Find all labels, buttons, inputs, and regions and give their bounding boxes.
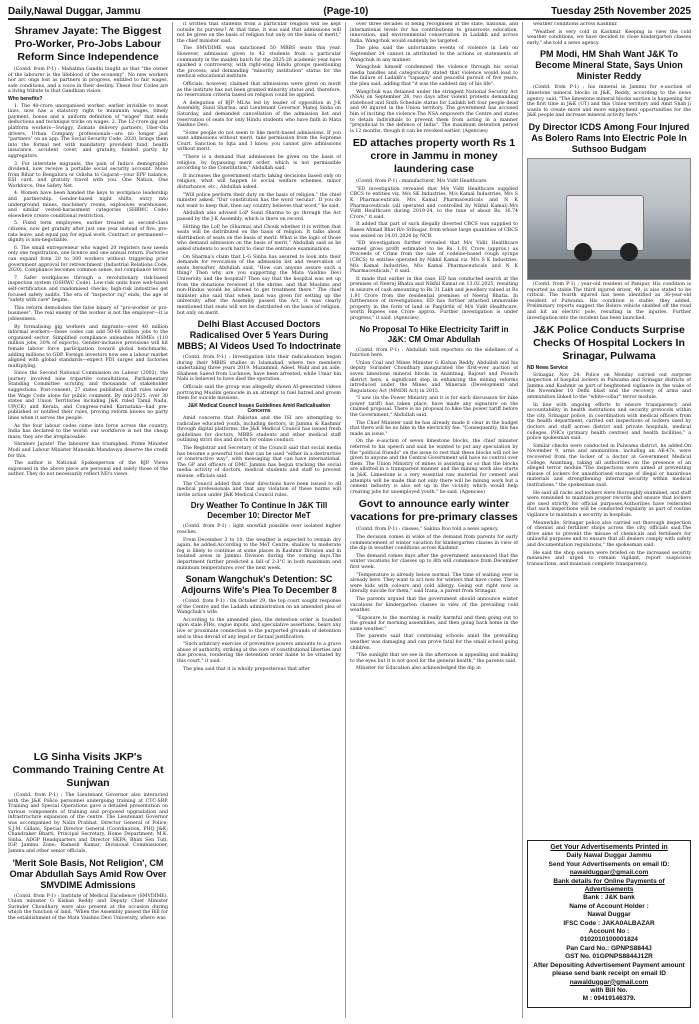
ad-line: with Bill No. <box>590 986 628 994</box>
article-paragraph: A delegation of BJP MLAs led by leader of opposition in J-K Assembly, Sunil Sharma, and Lieutenant Governor Manoj Sinha on Saturday, and demanded cancellation of the admission list and reservation of seats for only Hindu students who have faith in Mata Vaishno Devi. <box>177 100 341 129</box>
advertisement-box <box>527 840 691 1008</box>
headline-pm-modi-mineral: PM Modi, HM Shah Want J&K To Become Mineral State, Says Union Minister Reddy <box>535 49 683 82</box>
article-paragraph: He said all racks and lockers were thoroughly examined, and staff were reminded to maintain proper records and ensure that lockers are used strictly for official purposes.Authorities have reiterated that such inspections will be conducted regularly as part of routine vigilance to maintain a security in hospitals. <box>527 490 691 518</box>
article-paragraph: On the e-auction of seven limestone blocks, the chief minister referred to his speech and said he wanted to put any speculation by the "political friends" on the issue to rest that these blocks will not be given to anyone and the Central Government will have no control over them. The Union Ministry of mines is assisting us so that the blocks are allotted in a transparent manner and the mining work also starts in J&K. Limestone is a very essential raw material for cement and attempts will be made that not only there will be mining work but a cement industry is also set up in the vicinity which would help creating jobs for unemployed youth," he said. (Agencies) <box>350 439 518 495</box>
column-1 <box>8 22 168 742</box>
subheading: Who benefits? <box>8 95 43 102</box>
article-paragraph: The demand comes days after the government announced that the winter vacations for classes up to 8th will commence from December first week. <box>350 553 518 570</box>
headline-dy-director-icds: Dy Director ICDS Among Four Injured As Bolero Rams Into Electric Pole In Suthsoo Budgam <box>528 121 690 154</box>
headline-dry-weather: Dry Weather To Continue In J&K Till December 10: Director MeT <box>190 501 328 521</box>
article-paragraph: (Contd. from P-1) : Mahatma Gandhi taught us that "the owner of the labourer is the lifeblood of the economy". No new workers nor arc ongs lost as partners in progress, entitled to fair wages, safe conditions, and a voice in their destiny. These four Codes are a living tribute to that Gandhian vision. <box>8 67 168 95</box>
article-paragraph: Similar checks were conducted in Pulwama district, he added.On November 9, arms and ammunition, including an AK-47s, were recovered from the locker of a doctor at Government Medical College, Anantnag, taking all authorities on the presence of an alleged terror module."The inspections were aimed at preventing misuse of lockers for unauthorised storage of illegal or hazardous materials and strengthening internal security within medical institutions," the spokesman said. <box>527 443 691 488</box>
ad-line: Daily Nawal Duggar Jammu <box>566 852 652 860</box>
vehicle-shape <box>566 195 644 251</box>
article-paragraph: (Contd. from P-1) : his mineral in Jammu for e-auction of limestone mineral blocks in J&K, Reddy, according to the news agency, said, "The limestone mineral blocks auction is happening for the first time in J&K (UT) and this Union territory and Amit Shah ji wants to create more and more employment opportunities for the J&K people and increase mineral activity here." <box>527 85 691 119</box>
masthead-left: Daily,Nawal Duggar, Jammu <box>8 5 141 17</box>
column-1-lower <box>8 748 168 1018</box>
ad-phone: M : 09419146379. <box>582 995 636 1003</box>
article-paragraph: Srinagar, Nov 24: Police on Monday carried out surprise inspection of hospital lockers in Pulwama and Srinagar districts of Jammu and Kashmir as part of heightened vigilance in the wake of the November 10 Delhi blast and the recovery of arms and ammunition linked to the "white-collar" terror module. <box>527 372 691 401</box>
masthead-date: Tuesday 25th November 2025 <box>551 5 691 17</box>
article-paragraph: (Contd. from P-1) : manufacturer, M/s Vidit Healthcare. <box>356 179 488 185</box>
article-paragraph: The parents argued that the government should announce winter vacations for kindergarten classes in view of the prevailing cold weather. <box>350 596 518 614</box>
accident-photo <box>527 158 691 280</box>
article-paragraph: "ED investigation revealed that M/s Vidit Healthcare supplied CBCS to entities viz. M/s SK Industries, M/s Kamal Industries, M/s S K Pharmaceuticals, M/s Kamal Pharmaceuticals and N K Pharmaceuticals (all operated and controlled by Nikhil Kamal).M/s Vidit Healthcare during 2019-24, to the tune of about Rs. 16.74 Crore," it said. <box>350 186 518 220</box>
article-paragraph: it written that students from a particular religion will be kept outside its purview? At that time, it was said that admissions will not be given on the basis of religion but only on the basis of merit," the chief minister said. <box>177 22 341 44</box>
article-paragraph: It made that earlier in this case, ED has conducted search at the premises of Neeraj Bhatia and Nikhil Kamal on 13.02.2025, resulting in seizure of cash amounting to Rs 31 Lakh and jewellery valued at Rs 1.91 Crore from the residential premises of Neeraj Bhatia. In furtherance of investigations, ED has further attached immovable property in the form of land in Panjtirthi of M/s Vidit Healthcare, worth Rupees one Crore approx. Further investigation is under progress," it said. (Agencies) <box>350 276 518 321</box>
headline-lg-sinha: LG Sinha Visits JKP's Commando Training Centre At Sunjwan <box>12 751 164 789</box>
article-paragraph: The plea said that it is wholly preposterous that after <box>183 666 310 672</box>
article-paragraph: Union Coal and Mines Minister G Kishan Reddy, Abdullah and his deputy Surinder Choudhary inaugurated the first-ever auction of seven limestone mineral blocks in Anantnag, Rajouri and Poonch district here, a significant step in enhancing the mining reforms introduced under the Mines and Minerals (Development and Regulation) Act (MMDR Act) in 2015. <box>350 360 518 394</box>
article-paragraph: "Such arbitrary exercise of preventive powers amounts to a grave abuse of authority, striking at the core of constitutional liberties and due process, rendering the detention order liable to be vitiated by this court," it said. <box>177 642 341 665</box>
article-paragraph: The Chief Minister said he has already made it clear in the budget that there will be no hike in the electricity fee. "Consequently, this has made an issue." <box>350 420 518 437</box>
ad-email: nawalduggar@gmail.com <box>569 978 649 986</box>
article-paragraph: over three decades of being recognised at the state, national, and international levels for his contributions to grassroots education, innovation, and environmental conservation in Ladakh and across India, Wangchuk would suddenly be targeted. <box>350 22 518 44</box>
article-paragraph: The decision comes in wake of the demand from parents for early commencement of winter vacation for kindergarten classes in view of the dip in weather conditions across Kashmir. <box>350 534 518 552</box>
article-paragraph: (Contd. from P-1) : On October 29, the top court sought response of the Centre and the Ladakh administration on an amended plea of Wangchuk's wife. <box>177 599 341 616</box>
advert-area <box>527 836 691 1020</box>
article-paragraph: The plea said the unfortunate events of violence in Leh on September 24 cannot in attributed to the actions or statements of Wangchuk in any manner. <box>350 46 518 63</box>
article-paragraph: On Sharma's claim that L-G Sinha has assured to look into their demands for revocation of the admission list and reservation of seats hereafter, Abdullah said, "How can anyone assure such a thing? Then why are you supporting the Mata Vaishno Devi University and the hospital? Then say that the hospital was set up from the donations received at the shrine, and that Muslims and non-Hindus would be allowed to get treatment there." The chief minister also said that when land was given for setting up the university after the Assembly passed the Act, it was clearly mentioned that seats will not be distributed on the basis of religion, but only on merit. <box>177 254 341 316</box>
headline-merit-sole-basis: 'Merit Sole Basis, Not Religion', CM Omar Abdullah Says Amid Row Over SMVDIME Admissions <box>9 857 167 890</box>
article-paragraph: 5. Fixed term employees, earlier treated as second-class citizens, now get gratuity after just one year instead of five, pro-rata leave, and equal pay for equal work. Contract or permanent—dignity is non-negotiable. <box>8 221 168 244</box>
article-paragraph: (Contd. from P-1) : classes," Sakina Itoo told a news agency. <box>356 527 499 533</box>
headline-police-lockers: J&K Police Conducts Surprise Checks Of Hospital Lockers In Srinagar, Pulwama <box>533 324 685 363</box>
ad-line: Bank details for Online Payments of Advertisements <box>553 877 665 894</box>
article-paragraph: The parents said that continuing schools amid the prevailing weather was damaging and can prove fatal for the small school going children. <box>350 634 518 651</box>
byline: ND News Service <box>527 365 568 372</box>
article-paragraph: (Contd. from P-1) : light snowfall possible over isolated higher reaches. <box>177 524 341 535</box>
article-paragraph: "There is a demand that admissions be given on the basis of religion, by bypassing merit order, which is not permissible according to the Constitution," Abdullah said. <box>177 155 341 172</box>
ad-line: GST No. 01GPNPS8844J1ZR <box>565 953 653 961</box>
article-paragraph: It added that part of such illegally diverted CBCS was supplied to Raees Ahmad Bhat R/o Srinagar, from whose large quantities of CBCS was seized on 14.01.2024 by NCB. <box>350 222 518 239</box>
article-paragraph: Meanwhile, Srinagar police also carried out thorough inspection of chemist and fertiliser shops across the city, officials said.The drive aims to prevent the misuse of chemicals and fertilisers for unlawful purposes and to ensure that all dealers comply with safety and documentation regulations," the spokesman said. <box>527 520 691 548</box>
article-paragraph: Officials, however, claimed that admissions were given on merit as the institute has not been granted minority status and, therefore, no reservation criteria based on religion could be applied. <box>177 81 341 99</box>
article-paragraph: Wangchuk was detained under the stringent National Security Act (NSA) on September 26, two days after violent protests demanding statehood and Sixth Schedule status for Ladakh left four people dead and 90 injured in the Union territory. The government has accused him of inciting the violence.The NSA empowers the Centre and states to detain individuals to prevent them from acting in a manner "prejudicial to the defence of India". The maximum detention period is 12 months, though it can be revoked earlier. (Agencies) <box>350 89 518 134</box>
article-paragraph: "Weather is very cold in Kashmir. Keeping in view the cold weather conditions, we have decided to close kindergarten classes early," she told a news agency. <box>527 29 691 46</box>
article-paragraph: 4. Women have been handed the keys to workplace leadership and partnership. Gender-based night shifts, entry into underground mines, machinery rooms, explosives warehouses, and similar vested-harassment categories (SHRWC Code) elsewhere create conditional restriction. <box>8 191 168 219</box>
headline-no-proposal-tariff: No Proposal To Hike Electricity Tariff in J&K: CM Omar Abdullah <box>359 324 509 344</box>
article-paragraph: "ED investigation further revealed that M/s Vidit Healthcare earned gross profit estimated to be Rs. 1.01 Crore (approx.) as Proceeds of Crime from the sale of codeine-based cough syrups (CBCS) to entities operated by Nikhil Kamal viz. M/s S K Industries, M/s Kamal Industries, M/s Kamal Pharmaceuticals and N K Pharmaceuticals," it said. <box>350 241 518 275</box>
article-paragraph: 7. Safer workplaces through a revolutionary risk-based inspection system (OSHWC Code). Low-risk units have web-based self-certification and randomised checks; high-risk industries get focused safety audits. The era of "inspector raj" ends; the age of "safety with care" begins. <box>8 275 168 304</box>
article-paragraph: 3. For interstate migrants, the pain of India's demographic dividend, now receive a portable social security account. Move from Bihar to Bengaluru or Odisha to Gujarat—your EPF balance, ESI card, and gratuity travel with you. One Nation, One Workforce, One Safety Net. <box>8 161 168 189</box>
article-paragraph: Wangchuk himself condemned the violence through his social media handles and categorically stated that violence would lead to the failure of Ladakh's "tapasya" and peaceful pursuit of five years, the plea said, adding that "it was the saddest day of his life". <box>350 65 518 87</box>
article-paragraph: weather conditions across Kashmir. <box>533 22 618 27</box>
article-paragraph: He said the shop owners were briefed on the increased security measures and urged to remain vigilant, report suspicious transactions, and maintain complete transparency. <box>527 550 691 567</box>
article-paragraph: (Contd. from P-1) : Abdullah told reporters on the sidelines of a function here. <box>350 347 518 359</box>
article-paragraph: Shramev Jayate! The labourer has triumphed. Prime Minister Modi and Labour Minister Mansukh Mandaviya deserve the credit for this. <box>8 442 168 459</box>
article-paragraph: "Some people do not seem to like merit-based admissions. If you want admissions without merit, take permission from the Supreme Court. Sanction to Iqta and I know, you cannot give admissions without merit. <box>177 130 341 153</box>
wheel-shape <box>620 243 638 261</box>
article-paragraph: The Registrar and Secretary of the Council said that social media has become a powerful tool that can be used "either in a destructive or constructive way", with messaging that can have international. The GP and officers of DMC Jammu has begun tracking the social media activity of doctors, medical students and staff to prevent misuse, officials said. <box>177 446 341 479</box>
article-paragraph: From December 3 to 10, the weather is expected to remain dry again, he added.According to the MeT Centre, shallow to moderate fog is likely to continue at some places in Kashmir Division and in isolated areas in Jammu Division during the coming days.The department further predicted a fall of 2-3°C in both maximum and minimum temperatures over the next week. <box>177 537 341 571</box>
subheading: J&K Medical Council Issues Guidelines Amid Radicalisation Concerns <box>187 402 331 415</box>
article-paragraph: Amid concerns that Pakistan and the ISI are attempting to radicalise educated youth, including doctors, in Jammu & Kashmir through digital platforms, the J&K Medical Council has issued fresh guidelines for doctors, MBBS students and other medical staff outlining strict dos and don'ts for online conduct. <box>177 416 341 444</box>
ad-line: Name of Account Holder : <box>569 902 649 910</box>
article-paragraph: The Council added that clear directions have been issued to all medical professionals and that any violation of these norms will invite action under J&K Medical Council rules. <box>177 481 341 498</box>
headline-ed-attaches: ED attaches property worth Rs 1 crore in Jammu in money laundering case <box>352 137 516 176</box>
ad-title: Get Your Advertisements Printed in <box>550 844 668 851</box>
ad-line: IFSC Code : JAKA0ALBAZAR <box>563 919 655 927</box>
ad-line: 0102010100001824 <box>580 936 638 944</box>
article-paragraph: (Contd. from P-1) : Institute of Medical Excellence (SMVDIME). Union minister G Kishan Reddy and Deputy Chief Minister Surinder Choudhary were also present at the occasion during which the function of land. "When the Assembly passed the Bill for the establishment of the Mata Vaishno Devi University, where was <box>8 893 168 921</box>
article-paragraph: Since the Second National Commission on Labour (2002), the journey involved nine tripartite consultations, Parliamentary Standing Committee scrutiny, and thousands of stakeholder suggestions. Post-consent, 27 states published draft rules under the Wage Code alone for public comment. By mid-2025, over 30 states and Union Territories including J&K ruled Tamil Nadu, UP(CK) and Kerala, and Congress-ruled Karnataka—had pre-published or notified their rules, proving reform knows no party lines when it serves the people. <box>8 371 168 422</box>
ad-line: Account No : <box>588 928 630 936</box>
article-paragraph: Minister for Education also acknowledged the dip in <box>356 666 481 672</box>
article-paragraph: By formalising gig workers and migrants—over 40 million informal workers—these codes can add 50-60 million jobs to the organised sector. Simplified compliance unleashes MSMEs (110 million jobs, 30% of exports). Gender-inclusive provisions will hit female labour force participation toward global benchmarks, adding millions to GDP. Foreign investors now see a labour market aligned with global standards—expect FDI surges and factories multiplying. <box>8 324 168 369</box>
ad-email: nawalduggar@gmail.com <box>569 869 649 877</box>
article-paragraph: In line with ongoing efforts to ensure transparency and accountability in health institutions and security protocols within the city, Srinagar police, in coordination with medical officers from the health department, carried out inspections of lockers used by doctors and staff across district and private hospitals, medical colleges, PHCs (primary health centres) and health facilities," a police spokesman said. <box>527 402 691 442</box>
article-paragraph: (Contd. from P-1) : Investigation into their radicalisation began during their MBBS studies in Islamabad, where two members undertaking three years 2019. Muzammil, Adeel, Wahi and an aide, Shaheen Saeed from Lucknow, have been arrested, while Umar bin Nabi is believed to have died the operation. <box>177 355 341 383</box>
column-divider <box>345 22 346 1018</box>
article-paragraph: "I saw (in the Power Ministry and it is for each discussion for hike power tariff) has taken place, have made any signature on the claimed proposal. There is no proposal to hike the power tariff before the Government," Abdullah said. <box>350 396 518 419</box>
article-paragraph: (Contd. from P-1) : The Lieutenant Governor also interacted with the J&K Police personnel undergoing training at CTC-SRP. Training and Special Operations gave a detailed presentation on various components of training and proposed upgradation and infrastructure expansion of the centre. The Lieutenant Governor was accompanied by Nalin Prabhat, Director General of Police; S.J.M. Gillani, Special Director General (Coordination, PHQ J&K; Chandraker Bharti, Principal Secretary, Home Department; M.K. Sinha, ADGP Headquarters and Director SKPA; Bhim Sen Tuti, IGP, Jammu Zone; Ramesh Kumar, Divisional Commissioner, Jammu and other senior officials. <box>8 793 168 854</box>
headline-sonam-wangchuk: Sonam Wangchuk's Detention: SC Adjourns Wife's Plea To December 8 <box>181 574 337 596</box>
ad-line: After Depositing Advertisement Payment amount please send bank receipt on email ID <box>533 961 685 978</box>
article-paragraph: Officials said the group was allegedly shown AI-generated videos portraying Muslim genocide in an attempt to fuel hatred and groom them for suicide missions. <box>177 385 341 402</box>
headline-winter-vacations: Govt to announce early winter vacations for pre-primary classes <box>350 498 518 524</box>
wheel-shape <box>574 243 592 261</box>
article-paragraph: Abdullah also advised LoP Sunil Sharma to go through the Act passed by the J-K Assembly, which is there on record. <box>177 211 341 222</box>
article-paragraph: The author is National Spokesperson of the BJP. Views expressed in the above piece are personal and solely those of the author. They do not necessarily reflect ND's views. <box>8 461 168 478</box>
ad-line: Nawal Duggar <box>587 911 631 919</box>
ad-line: Bank : J&K bank <box>583 894 635 902</box>
ad-line: Send Your Advertisements on email ID: <box>548 860 670 868</box>
article-paragraph: According to the amended plea, the detention order is founded upon stale FIRs, vague inputs, and speculative assertions, bears any live or proximate connection to the purported grounds of detention and is thus devoid of any legal or factual justification. <box>177 617 341 640</box>
article-paragraph: As the four labour codes come into force across the country, India has declared to the world: our workforce is not the cheap mass; they are the irreplaceable. <box>8 423 168 440</box>
column-3 <box>350 22 518 1022</box>
article-paragraph: "The sunlight that we see in the afternoon is appealing and making to the eyes but it is not good for the general health," the parents said. <box>350 653 518 664</box>
article-paragraph: 6. The small entrepreneur who waged 20 registers now needs only one registration, one licence and one annual return. Factories can expand from 20 to 300 workers without triggering prior government approval for retrenchment (Industrial Relations Code, 2020). Compliance becomes common sense, not compliance terror. <box>8 245 168 274</box>
headline-delhi-blast: Delhi Blast Accused Doctors Radicalised Over 5 Years During MBBS; AI Videos Used To Indoctrinate <box>177 319 341 352</box>
road-shape <box>528 259 690 279</box>
ad-line: Pan Card No.: GPNPS8844J <box>566 944 652 952</box>
article-paragraph: Hitting the LoP, he (Sharma) and Chouk whether it is written that seats will be distributed on the basis of religion. It talks about distribution of seats on the basis of merit. What is the logic of those who demand admission on the basis of merit," Abdullah said as he asked students to work hard to clear the entrance examinations. <box>177 224 341 252</box>
masthead <box>8 4 691 20</box>
article-paragraph: It increases the government starts taking decisions based only on religion, what will happen to social welfare schemes, minor disturbance, etc., Abdullah asked. <box>177 173 341 191</box>
column-2 <box>177 22 341 1022</box>
article-paragraph: "Temperature is already below normal. The time of waiting over is already here. They want to act now for winters that have come. There were kids with colours and cold allergy. Going out right now is literally suicide for them," said Irana, a parent from Srinagar. <box>350 572 518 595</box>
article-paragraph: This reform demolishes the false binary of "pro-worker or pro-business". The real enemy of the worker is not the employer—it is joblessness. <box>8 305 168 322</box>
article-paragraph: "Will police perform their duty on the basis of religion," the chief minister asked. "Our constitution has the word 'secular'. If you do not want to keep that, then say country believes that word," he said. <box>177 192 341 209</box>
article-paragraph: "Exposure to the morning is really harmful and then going out to the ground for morning assemblies, and then going back home in the same weather." <box>350 615 518 632</box>
article-paragraph: 1. The 40-crore unorganised worker: earlier invisible to most laws, now has a statutory right to minimum wages, timely payment, bonus and a uniform definition of "wages" that ends deductions and technique tricks on wages. 2. The 12-crore gig and platform workers—Swiggy, Zomato delivery partners, Uber-Ola drivers, Urban Company professionals—are no longer just "partners" on an app. The Social Security Code, 2020, brings them into the formal net with mandatory provident fund, health insurance, accident cover, and gratuity, funded partly by aggregators. <box>8 103 168 159</box>
column-divider <box>172 22 173 1018</box>
article-paragraph: (Contd. from P-1) : year-old resident of Panipur, His condition is reported as stable.The third injured driver, 49, is also stated to be critical. The fourth injured has been identified as 36-year-old resident of Pulwama. His condition is stable, they added. Preliminary reports suggest the Bolero vehicle skidded off the road and hit an electric pole, resulting in the injuries. Further investigation into the incident has been launched. <box>527 281 691 321</box>
headline-shramev-jayate: Shramev Jayate: The Biggest Pro-Worker, Pro-Jobs Labour Reform Since Independence <box>14 25 162 63</box>
page-number: (Page-10) <box>323 5 369 17</box>
column-divider <box>522 22 523 1018</box>
article-paragraph: The SMVDIME was sanctioned 50 MBBS seats this year. However, admission given to 42 students from a particular community in the maiden batch for the 2025-26 academic year have sparked a controversy, with right-wing Hindu groups questioning the process, and demanding "minority institution" status for the medical educational institute. <box>177 46 341 80</box>
